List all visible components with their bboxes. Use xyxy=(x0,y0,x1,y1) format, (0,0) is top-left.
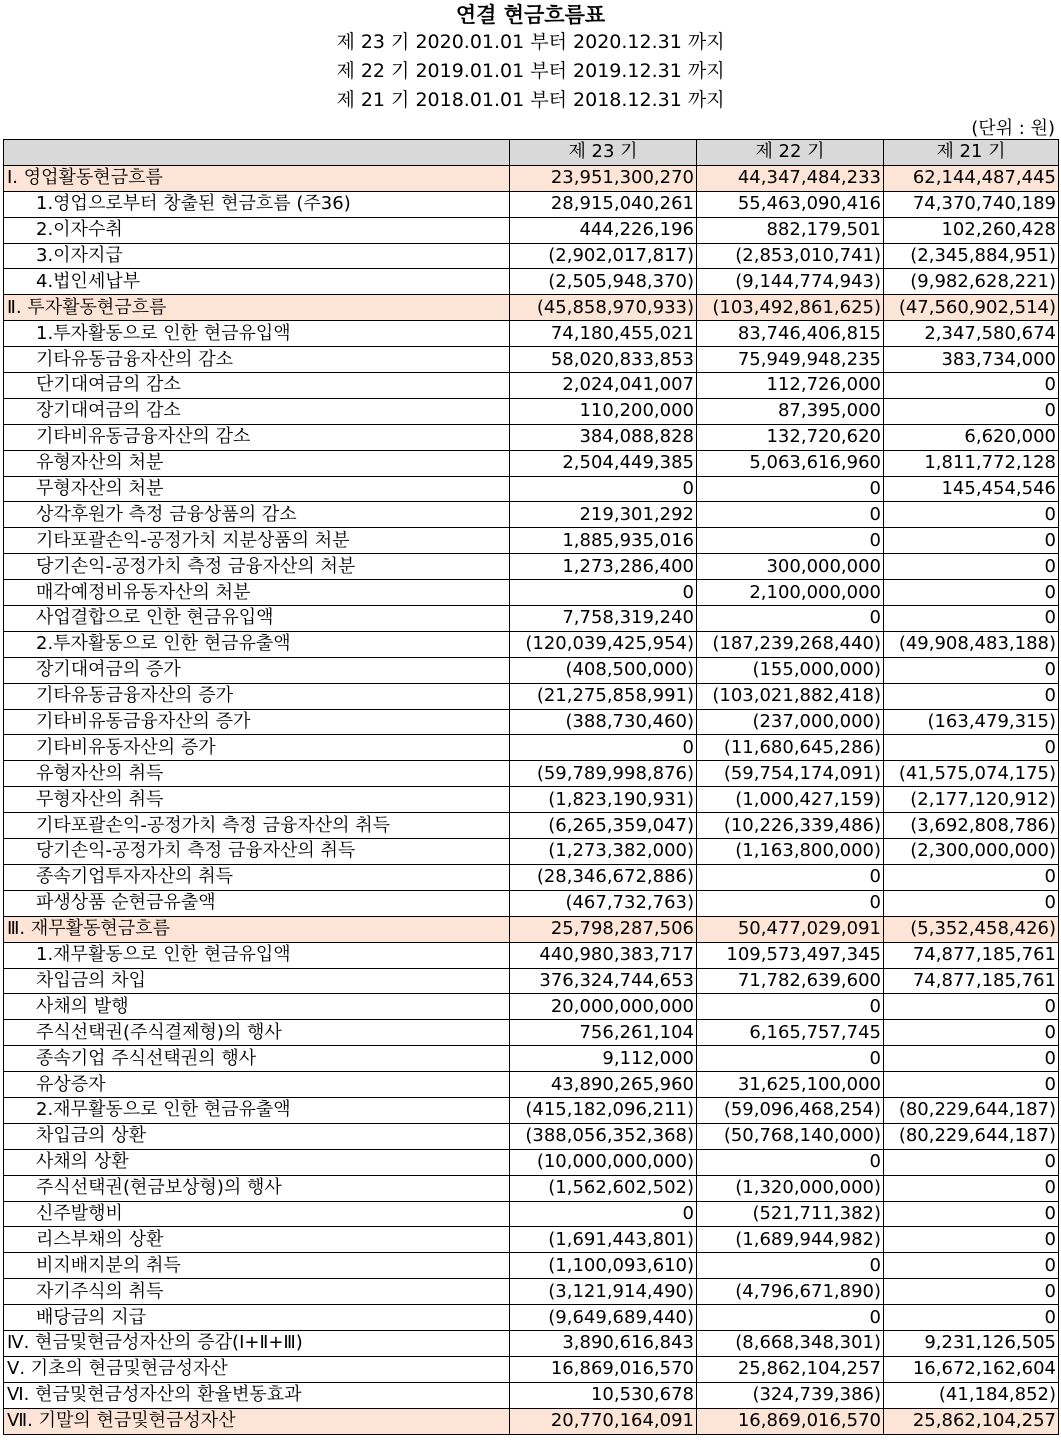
column-header: 제 21 기 xyxy=(884,140,1059,166)
table-row xyxy=(4,269,1059,295)
row-label: Ⅰ. 영업활동현금흐름 xyxy=(4,165,510,191)
amount-cell: 6,165,757,745 xyxy=(697,1020,884,1046)
amount-cell: (6,265,359,047) xyxy=(510,813,697,839)
amount-cell: 102,260,428 xyxy=(884,217,1059,243)
table-row xyxy=(4,813,1059,839)
amount-cell: 87,395,000 xyxy=(697,398,884,424)
row-label: 1.영업으로부터 창출된 현금흐름 (주36) xyxy=(4,191,510,217)
amount-cell: 75,949,948,235 xyxy=(697,347,884,373)
row-label: Ⅲ. 재무활동현금흐름 xyxy=(4,916,510,942)
amount-cell: 0 xyxy=(884,1046,1059,1072)
row-label: 기타포괄손익-공정가치 지분상품의 처분 xyxy=(4,528,510,554)
row-label: 차입금의 상환 xyxy=(4,1123,510,1149)
amount-cell: 0 xyxy=(697,994,884,1020)
amount-cell: 0 xyxy=(697,528,884,554)
amount-cell: 25,798,287,506 xyxy=(510,916,697,942)
amount-cell: (47,560,902,514) xyxy=(884,295,1059,321)
row-label: 단기대여금의 감소 xyxy=(4,373,510,399)
amount-cell: 71,782,639,600 xyxy=(697,968,884,994)
amount-cell: (408,500,000) xyxy=(510,657,697,683)
table-row xyxy=(4,243,1059,269)
amount-cell: 16,672,162,604 xyxy=(884,1356,1059,1382)
amount-cell: 0 xyxy=(510,580,697,606)
column-header: 제 23 기 xyxy=(510,140,697,166)
amount-cell: (9,649,689,440) xyxy=(510,1305,697,1331)
row-label: 주식선택권(주식결제형)의 행사 xyxy=(4,1020,510,1046)
row-label: Ⅳ. 현금및현금성자산의 증감(Ⅰ+Ⅱ+Ⅲ) xyxy=(4,1330,510,1356)
amount-cell: 756,261,104 xyxy=(510,1020,697,1046)
amount-cell: (2,300,000,000) xyxy=(884,839,1059,865)
row-label: 유형자산의 처분 xyxy=(4,450,510,476)
table-row xyxy=(4,1305,1059,1331)
table-row xyxy=(4,1382,1059,1408)
row-label: 매각예정비유동자산의 처분 xyxy=(4,580,510,606)
amount-cell: 55,463,090,416 xyxy=(697,191,884,217)
table-row xyxy=(4,1046,1059,1072)
amount-cell: (415,182,096,211) xyxy=(510,1097,697,1123)
amount-cell: 0 xyxy=(884,735,1059,761)
amount-cell: 10,530,678 xyxy=(510,1382,697,1408)
row-label: 기타비유동자산의 증가 xyxy=(4,735,510,761)
row-label: 종속기업 주식선택권의 행사 xyxy=(4,1046,510,1072)
amount-cell: 83,746,406,815 xyxy=(697,321,884,347)
row-label: 무형자산의 처분 xyxy=(4,476,510,502)
period-line: 제 23 기 2020.01.01 부터 2020.12.31 까지 xyxy=(336,31,725,53)
table-row xyxy=(4,450,1059,476)
amount-cell: (41,575,074,175) xyxy=(884,761,1059,787)
amount-cell: 20,000,000,000 xyxy=(510,994,697,1020)
table-row xyxy=(4,839,1059,865)
row-label: 종속기업투자자산의 취득 xyxy=(4,864,510,890)
row-label: 4.법인세납부 xyxy=(4,269,510,295)
table-row xyxy=(4,1149,1059,1175)
table-row xyxy=(4,968,1059,994)
row-label: Ⅵ. 현금및현금성자산의 환율변동효과 xyxy=(4,1382,510,1408)
amount-cell: 0 xyxy=(884,1253,1059,1279)
amount-cell: (1,100,093,610) xyxy=(510,1253,697,1279)
amount-cell: (5,352,458,426) xyxy=(884,916,1059,942)
amount-cell: 9,231,126,505 xyxy=(884,1330,1059,1356)
amount-cell: 0 xyxy=(884,1072,1059,1098)
amount-cell: (10,226,339,486) xyxy=(697,813,884,839)
amount-cell: 74,877,185,761 xyxy=(884,942,1059,968)
amount-cell: (2,505,948,370) xyxy=(510,269,697,295)
table-row xyxy=(4,631,1059,657)
table-row xyxy=(4,476,1059,502)
table-row xyxy=(4,994,1059,1020)
amount-cell: (4,796,671,890) xyxy=(697,1279,884,1305)
amount-cell: (467,732,763) xyxy=(510,890,697,916)
row-label: 상각후원가 측정 금융상품의 감소 xyxy=(4,502,510,528)
amount-cell: (1,163,800,000) xyxy=(697,839,884,865)
amount-cell: 6,620,000 xyxy=(884,424,1059,450)
column-header xyxy=(4,140,510,166)
table-row xyxy=(4,761,1059,787)
amount-cell: 0 xyxy=(697,502,884,528)
table-row xyxy=(4,735,1059,761)
amount-cell: 1,885,935,016 xyxy=(510,528,697,554)
amount-cell: 112,726,000 xyxy=(697,373,884,399)
table-body xyxy=(4,165,1059,1434)
amount-cell: (237,000,000) xyxy=(697,709,884,735)
amount-cell: 0 xyxy=(884,554,1059,580)
table-row xyxy=(4,1330,1059,1356)
table-row xyxy=(4,606,1059,632)
amount-cell: 0 xyxy=(697,606,884,632)
table-row xyxy=(4,191,1059,217)
amount-cell: 7,758,319,240 xyxy=(510,606,697,632)
amount-cell: 28,915,040,261 xyxy=(510,191,697,217)
row-label: 3.이자지급 xyxy=(4,243,510,269)
amount-cell: 0 xyxy=(697,890,884,916)
amount-cell: 0 xyxy=(697,864,884,890)
row-label: 차입금의 차입 xyxy=(4,968,510,994)
amount-cell: 23,951,300,270 xyxy=(510,165,697,191)
row-label: 2.투자활동으로 인한 현금유출액 xyxy=(4,631,510,657)
amount-cell: 0 xyxy=(697,1305,884,1331)
row-label: 당기손익-공정가치 측정 금융자산의 취득 xyxy=(4,839,510,865)
amount-cell: (41,184,852) xyxy=(884,1382,1059,1408)
amount-cell: 5,063,616,960 xyxy=(697,450,884,476)
row-label: 파생상품 순현금유출액 xyxy=(4,890,510,916)
row-label: 유상증자 xyxy=(4,1072,510,1098)
amount-cell: (1,691,443,801) xyxy=(510,1227,697,1253)
table-row xyxy=(4,1227,1059,1253)
amount-cell: (80,229,644,187) xyxy=(884,1097,1059,1123)
amount-cell: 0 xyxy=(884,864,1059,890)
row-label: 기타포괄손익-공정가치 측정 금융자산의 취득 xyxy=(4,813,510,839)
amount-cell: (103,021,882,418) xyxy=(697,683,884,709)
amount-cell: 2,504,449,385 xyxy=(510,450,697,476)
amount-cell: 0 xyxy=(884,502,1059,528)
section-row xyxy=(4,916,1059,942)
amount-cell: (2,177,120,912) xyxy=(884,787,1059,813)
row-label: 장기대여금의 감소 xyxy=(4,398,510,424)
amount-cell: 0 xyxy=(884,1279,1059,1305)
amount-cell: 62,144,487,445 xyxy=(884,165,1059,191)
row-label: 유형자산의 취득 xyxy=(4,761,510,787)
amount-cell: 0 xyxy=(510,1201,697,1227)
amount-cell: (49,908,483,188) xyxy=(884,631,1059,657)
amount-cell: (3,121,914,490) xyxy=(510,1279,697,1305)
row-label: 비지배지분의 취득 xyxy=(4,1253,510,1279)
amount-cell: 132,720,620 xyxy=(697,424,884,450)
row-label: Ⅱ. 투자활동현금흐름 xyxy=(4,295,510,321)
table-row xyxy=(4,942,1059,968)
amount-cell: 0 xyxy=(884,890,1059,916)
amount-cell: 882,179,501 xyxy=(697,217,884,243)
row-label: 장기대여금의 증가 xyxy=(4,657,510,683)
amount-cell: (2,345,884,951) xyxy=(884,243,1059,269)
amount-cell: 44,347,484,233 xyxy=(697,165,884,191)
amount-cell: 0 xyxy=(884,528,1059,554)
amount-cell: (10,000,000,000) xyxy=(510,1149,697,1175)
section-row xyxy=(4,295,1059,321)
amount-cell: 58,020,833,853 xyxy=(510,347,697,373)
row-label: 2.재무활동으로 인한 현금유출액 xyxy=(4,1097,510,1123)
row-label: 사채의 상환 xyxy=(4,1149,510,1175)
amount-cell: (155,000,000) xyxy=(697,657,884,683)
amount-cell: (3,692,808,786) xyxy=(884,813,1059,839)
amount-cell: 2,347,580,674 xyxy=(884,321,1059,347)
amount-cell: 20,770,164,091 xyxy=(510,1408,697,1434)
table-row xyxy=(4,424,1059,450)
amount-cell: 74,370,740,189 xyxy=(884,191,1059,217)
amount-cell: 0 xyxy=(697,1149,884,1175)
amount-cell: 2,100,000,000 xyxy=(697,580,884,606)
amount-cell: 0 xyxy=(884,1149,1059,1175)
section-row xyxy=(4,165,1059,191)
amount-cell: (80,229,644,187) xyxy=(884,1123,1059,1149)
table-row xyxy=(4,1175,1059,1201)
amount-cell: 0 xyxy=(697,1046,884,1072)
table-row xyxy=(4,528,1059,554)
row-label: 기타유동금융자산의 증가 xyxy=(4,683,510,709)
table-row xyxy=(4,554,1059,580)
amount-cell: 50,477,029,091 xyxy=(697,916,884,942)
amount-cell: 0 xyxy=(884,683,1059,709)
amount-cell: (28,346,672,886) xyxy=(510,864,697,890)
amount-cell: (59,789,998,876) xyxy=(510,761,697,787)
table-row xyxy=(4,1356,1059,1382)
amount-cell: 0 xyxy=(884,1175,1059,1201)
row-label: 기타유동금융자산의 감소 xyxy=(4,347,510,373)
amount-cell: 383,734,000 xyxy=(884,347,1059,373)
amount-cell: (103,492,861,625) xyxy=(697,295,884,321)
amount-cell: 0 xyxy=(884,657,1059,683)
amount-cell: 25,862,104,257 xyxy=(884,1408,1059,1434)
amount-cell: 300,000,000 xyxy=(697,554,884,580)
table-row xyxy=(4,580,1059,606)
statement-title: 연결 현금흐름표 xyxy=(455,3,606,27)
amount-cell: (1,273,382,000) xyxy=(510,839,697,865)
amount-cell: 0 xyxy=(884,580,1059,606)
amount-cell: 1,273,286,400 xyxy=(510,554,697,580)
amount-cell: (2,853,010,741) xyxy=(697,243,884,269)
row-label: 1.재무활동으로 인한 현금유입액 xyxy=(4,942,510,968)
row-label: Ⅴ. 기초의 현금및현금성자산 xyxy=(4,1356,510,1382)
amount-cell: (120,039,425,954) xyxy=(510,631,697,657)
row-label: 기타비유동금융자산의 감소 xyxy=(4,424,510,450)
amount-cell: (1,000,427,159) xyxy=(697,787,884,813)
amount-cell: 0 xyxy=(884,1305,1059,1331)
amount-cell: 0 xyxy=(510,735,697,761)
amount-cell: (388,730,460) xyxy=(510,709,697,735)
table-row xyxy=(4,1253,1059,1279)
amount-cell: 25,862,104,257 xyxy=(697,1356,884,1382)
table-row xyxy=(4,217,1059,243)
amount-cell: 110,200,000 xyxy=(510,398,697,424)
amount-cell: 109,573,497,345 xyxy=(697,942,884,968)
amount-cell: 0 xyxy=(884,373,1059,399)
amount-cell: 0 xyxy=(697,476,884,502)
row-label: 사업결합으로 인한 현금유입액 xyxy=(4,606,510,632)
column-header: 제 22 기 xyxy=(697,140,884,166)
amount-cell: 74,877,185,761 xyxy=(884,968,1059,994)
table-row xyxy=(4,890,1059,916)
period-line: 제 21 기 2018.01.01 부터 2018.12.31 까지 xyxy=(336,89,725,111)
row-label: 2.이자수취 xyxy=(4,217,510,243)
row-label: 당기손익-공정가치 측정 금융자산의 처분 xyxy=(4,554,510,580)
amount-cell: 145,454,546 xyxy=(884,476,1059,502)
row-label: 1.투자활동으로 인한 현금유입액 xyxy=(4,321,510,347)
table-row xyxy=(4,1279,1059,1305)
table-row xyxy=(4,1123,1059,1149)
row-label: 자기주식의 취득 xyxy=(4,1279,510,1305)
amount-cell: 0 xyxy=(884,398,1059,424)
row-label: 주식선택권(현금보상형)의 행사 xyxy=(4,1175,510,1201)
amount-cell: 31,625,100,000 xyxy=(697,1072,884,1098)
amount-cell: 0 xyxy=(697,1253,884,1279)
amount-cell: (11,680,645,286) xyxy=(697,735,884,761)
table-row xyxy=(4,347,1059,373)
amount-cell: 0 xyxy=(884,1020,1059,1046)
amount-cell: 0 xyxy=(510,476,697,502)
amount-cell: (9,144,774,943) xyxy=(697,269,884,295)
table-row xyxy=(4,1097,1059,1123)
table-row xyxy=(4,787,1059,813)
row-label: Ⅶ. 기말의 현금및현금성자산 xyxy=(4,1408,510,1434)
amount-cell: 43,890,265,960 xyxy=(510,1072,697,1098)
amount-cell: (521,711,382) xyxy=(697,1201,884,1227)
amount-cell: (59,096,468,254) xyxy=(697,1097,884,1123)
amount-cell: (324,739,386) xyxy=(697,1382,884,1408)
amount-cell: 440,980,383,717 xyxy=(510,942,697,968)
amount-cell: 1,811,772,128 xyxy=(884,450,1059,476)
table-row xyxy=(4,1020,1059,1046)
row-label: 리스부채의 상환 xyxy=(4,1227,510,1253)
table-row xyxy=(4,657,1059,683)
amount-cell: (45,858,970,933) xyxy=(510,295,697,321)
row-label: 사채의 발행 xyxy=(4,994,510,1020)
amount-cell: 16,869,016,570 xyxy=(697,1408,884,1434)
row-label: 무형자산의 취득 xyxy=(4,787,510,813)
amount-cell: 376,324,744,653 xyxy=(510,968,697,994)
table-row xyxy=(4,398,1059,424)
amount-cell: 16,869,016,570 xyxy=(510,1356,697,1382)
amount-cell: (1,320,000,000) xyxy=(697,1175,884,1201)
section-row xyxy=(4,1408,1059,1434)
amount-cell: 0 xyxy=(884,1227,1059,1253)
table-row xyxy=(4,373,1059,399)
amount-cell: (1,689,944,982) xyxy=(697,1227,884,1253)
amount-cell: (8,668,348,301) xyxy=(697,1330,884,1356)
amount-cell: (59,754,174,091) xyxy=(697,761,884,787)
amount-cell: (187,239,268,440) xyxy=(697,631,884,657)
row-label: 신주발행비 xyxy=(4,1201,510,1227)
amount-cell: 9,112,000 xyxy=(510,1046,697,1072)
amount-cell: (2,902,017,817) xyxy=(510,243,697,269)
unit-label: (단위 : 원) xyxy=(971,118,1055,139)
amount-cell: 74,180,455,021 xyxy=(510,321,697,347)
amount-cell: (50,768,140,000) xyxy=(697,1123,884,1149)
row-label: 기타비유동금융자산의 증가 xyxy=(4,709,510,735)
amount-cell: 384,088,828 xyxy=(510,424,697,450)
header-row xyxy=(4,140,1059,166)
amount-cell: 0 xyxy=(884,994,1059,1020)
table-row xyxy=(4,502,1059,528)
table-row xyxy=(4,709,1059,735)
table-row xyxy=(4,1201,1059,1227)
amount-cell: (9,982,628,221) xyxy=(884,269,1059,295)
amount-cell: 444,226,196 xyxy=(510,217,697,243)
amount-cell: 2,024,041,007 xyxy=(510,373,697,399)
table-row xyxy=(4,864,1059,890)
amount-cell: (1,823,190,931) xyxy=(510,787,697,813)
amount-cell: 3,890,616,843 xyxy=(510,1330,697,1356)
table-row xyxy=(4,321,1059,347)
amount-cell: 219,301,292 xyxy=(510,502,697,528)
table-row xyxy=(4,1072,1059,1098)
cash-flow-table xyxy=(3,139,1059,1435)
period-line: 제 22 기 2019.01.01 부터 2019.12.31 까지 xyxy=(336,60,725,82)
amount-cell: 0 xyxy=(884,606,1059,632)
amount-cell: (21,275,858,991) xyxy=(510,683,697,709)
table-row xyxy=(4,683,1059,709)
amount-cell: (388,056,352,368) xyxy=(510,1123,697,1149)
row-label: 배당금의 지급 xyxy=(4,1305,510,1331)
amount-cell: (1,562,602,502) xyxy=(510,1175,697,1201)
amount-cell: 0 xyxy=(884,1201,1059,1227)
amount-cell: (163,479,315) xyxy=(884,709,1059,735)
